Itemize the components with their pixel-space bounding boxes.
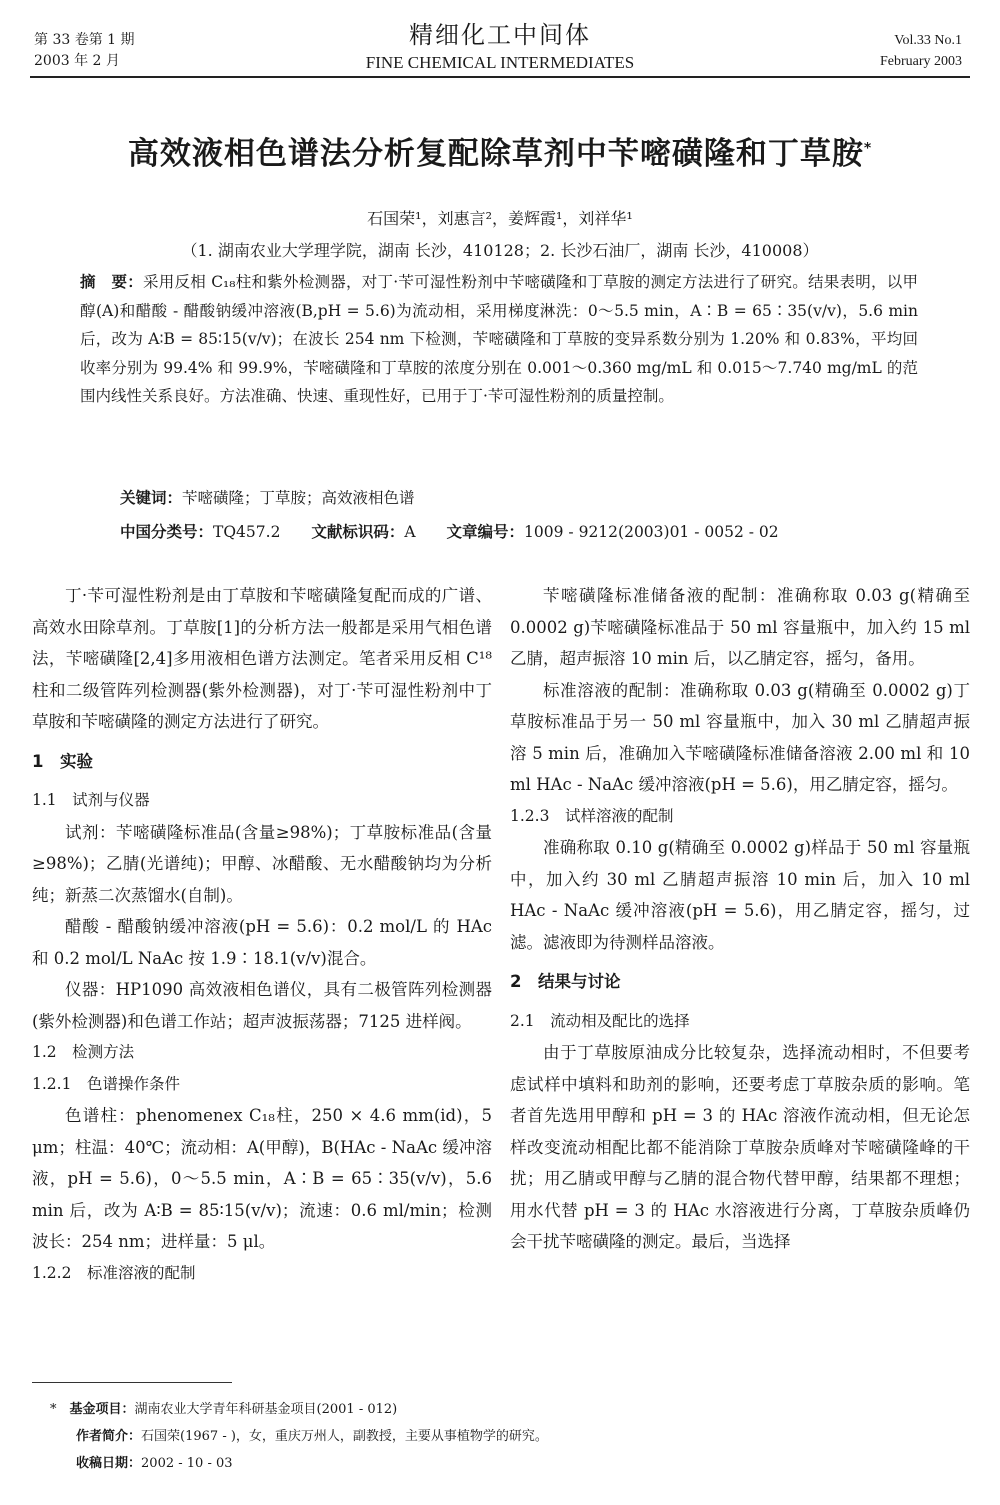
abstract [80, 268, 918, 411]
section-heading-experiment: 1 实验 [32, 751, 93, 771]
cls-value: TQ457.2 [213, 523, 281, 541]
keywords-text: 苄嘧磺隆；丁草胺；高效液相色谱 [182, 489, 415, 507]
journal-name-cn: 精细化工中间体 [409, 21, 591, 49]
mobile-phase-paragraph: 由于丁草胺原油成分比较复杂，选择流动相时，不但要考虑试样中填料和助剂的影响，还要考虑丁草胺杂质的影响。笔者首先选用甲醇和 pH = 3 的 HAc 溶液作流动相，但无论怎样改变流动相配比都不能消除丁草胺杂质峰对苄嘧磺隆峰的干扰；用乙腈或甲醇与乙腈的混合物代替甲醇，结果都不理想；用水代替 pH = 3 的 HAc 水溶液进行分离，丁草胺杂质峰仍会干扰苄嘧磺隆的测定。最后，当选择 [510, 1043, 970, 1251]
received-date-label: 收稿日期： [76, 1456, 142, 1471]
abstract-label: 摘 要： [80, 273, 144, 291]
footnotes [50, 1396, 548, 1477]
subsection-heading-mobile-phase: 2.1 流动相及配比的选择 [510, 1011, 690, 1030]
intro-paragraph: 丁·苄可湿性粉剂是由丁草胺和苄嘧磺隆复配而成的广谱、高效水田除草剂。丁草胺[1]的分析方法一般都是采用气相色谱法，苄嘧磺隆[2,4]多用液相色谱方法测定。笔者采用反相 C¹⁸柱和二级管阵列检测器(紫外检测器)，对丁·苄可湿性粉剂中丁草胺和苄嘧磺隆的测定方法进行了研究。 [32, 586, 492, 731]
fund-label: 基金项目： [69, 1402, 135, 1417]
abstract-text: 采用反相 C₁₈柱和紫外检测器，对丁·苄可湿性粉剂中苄嘧磺隆和丁草胺的测定方法进行了研究。结果表明，以甲醇(A)和醋酸 - 醋酸钠缓冲溶液(B,pH = 5.6)为流动相，采用梯度淋洗：0～5.5 min，A∶B = 65∶35(v/v)，5.6 min 后，改为 A∶B = 85∶15(v/v)；在波长 254 nm 下检测，苄嘧磺隆和丁草胺的变异系数分别为 1.20% 和 0.83%，平均回收率分别为 99.4% 和 99.9%，苄嘧磺隆和丁草胺的浓度分别在 0.001～0.360 mg/mL 和 0.015～7.740 mg/mL 的范围内线性关系良好。方法准确、快速、重现性好，已用于丁·苄可湿性粉剂的质量控制。 [80, 273, 918, 405]
classification-line [120, 520, 779, 542]
date-cn: 2003 年 2 月 [34, 53, 120, 69]
journal-name-en: FINE CHEMICAL INTERMEDIATES [365, 53, 635, 72]
journal-name [0, 20, 1000, 74]
fund-text: 湖南农业大学青年科研基金项目(2001 - 012) [134, 1402, 398, 1417]
footnote-author [50, 1423, 548, 1450]
received-date-text: 2002 - 10 - 03 [141, 1456, 233, 1471]
sample-solution-paragraph: 准确称取 0.10 g(精确至 0.0002 g)样品于 50 ml 容量瓶中，加入约 30 ml 乙腈超声振溶 10 min 后，加入 10 ml HAc - NaAc 缓冲溶液(pH = 5.6)，用乙腈定容，摇匀，过滤。滤液即为待测样品溶液。 [510, 838, 970, 952]
section-heading-results: 2 结果与讨论 [510, 972, 621, 991]
subsubsection-heading-sample: 1.2.3 试样溶液的配制 [510, 806, 674, 825]
instrument-paragraph: 仪器：HP1090 高效液相色谱仪，具有二极管阵列检测器(紫外检测器)和色谱工作站；超声波振荡器；7125 进样阀。 [32, 980, 492, 1031]
standard-solution-paragraph: 标准溶液的配制：准确称取 0.03 g(精确至 0.0002 g)丁草胺标准品于另一 50 ml 容量瓶中，加入 30 ml 乙腈超声振溶 5 min 后，准确加入苄嘧磺隆标准储备溶液 2.00 ml 和 10 ml HAc - NaAc 缓冲溶液(pH = 5.6)，用乙腈定容，摇匀。 [510, 680, 970, 794]
subsubsection-heading-conditions: 1.2.1 色谱操作条件 [32, 1074, 180, 1093]
subsubsection-heading-standard: 1.2.2 标准溶液的配制 [32, 1263, 196, 1282]
buffer-paragraph: 醋酸 - 醋酸钠缓冲溶液(pH = 5.6)：0.2 mol/L 的 HAc 和 0.2 mol/L NaAc 按 1.9∶18.1(v/v)混合。 [32, 917, 492, 968]
volume-issue-cn: 第 33 卷第 1 期 [34, 32, 135, 48]
doc-code-label: 文献标识码： [311, 523, 405, 541]
footnote-divider [32, 1382, 232, 1383]
subsection-heading-method: 1.2 检测方法 [32, 1043, 135, 1061]
conditions-paragraph: 色谱柱：phenomenex C₁₈柱，250 × 4.6 mm(id)，5 μm；柱温：40℃；流动相：A(甲醇)，B(HAc - NaAc 缓冲溶液，pH = 5.6)，0～5.5 min，A∶B = 65∶35(v/v)，5.6 min 后，改为 A∶B = 85∶15(v/v)；流速：0.6 ml/min；检测波长：254 nm；进样量：5 μl。 [32, 1106, 492, 1251]
author-bio-label: 作者简介： [76, 1429, 142, 1444]
cls-label: 中国分类号： [120, 523, 214, 541]
header-volume-en [880, 30, 962, 72]
title-text: 高效液相色谱法分析复配除草剂中苄嘧磺隆和丁草胺 [127, 136, 864, 172]
paper-title [40, 128, 960, 173]
footnote-marker: * [50, 1402, 57, 1417]
body-left-column [32, 580, 492, 1289]
article-no-label: 文章编号： [446, 523, 525, 541]
body-right-column [510, 580, 970, 1258]
author-bio-text: 石国荣(1967 - )，女，重庆万州人，副教授，主要从事植物学的研究。 [141, 1429, 548, 1444]
keywords-label: 关键词： [120, 489, 183, 507]
article-no-value: 1009 - 9212(2003)01 - 0052 - 02 [524, 523, 779, 541]
authors: 石国荣¹，刘惠言²，姜辉霞¹，刘祥华¹ [367, 209, 633, 228]
volume-issue-en: Vol.33 No.1 [894, 33, 962, 48]
affiliations: （1. 湖南农业大学理学院，湖南 长沙，410128；2. 长沙石油厂，湖南 长沙，410008） [181, 241, 819, 260]
footnote-received [50, 1450, 548, 1477]
keywords [120, 486, 415, 508]
date-en: February 2003 [879, 54, 962, 69]
footnote-fund [50, 1396, 548, 1423]
reagents-paragraph: 试剂：苄嘧磺隆标准品(含量≥98%)；丁草胺标准品(含量≥98%)；乙腈(光谱纯)；甲醇、冰醋酸、无水醋酸钠均为分析纯；新蒸二次蒸馏水(自制)。 [32, 822, 492, 905]
subsection-heading-reagents: 1.1 试剂与仪器 [32, 791, 150, 809]
doc-code-value: A [404, 523, 416, 541]
stock-solution-paragraph: 苄嘧磺隆标准储备液的配制：准确称取 0.03 g(精确至 0.0002 g)苄嘧磺隆标准品于 50 ml 容量瓶中，加入约 15 ml 乙腈，超声振溶 10 min 后，以乙腈定容，摇匀，备用。 [510, 586, 970, 668]
title-footnote-mark: * [863, 140, 873, 157]
header-divider [30, 76, 970, 78]
